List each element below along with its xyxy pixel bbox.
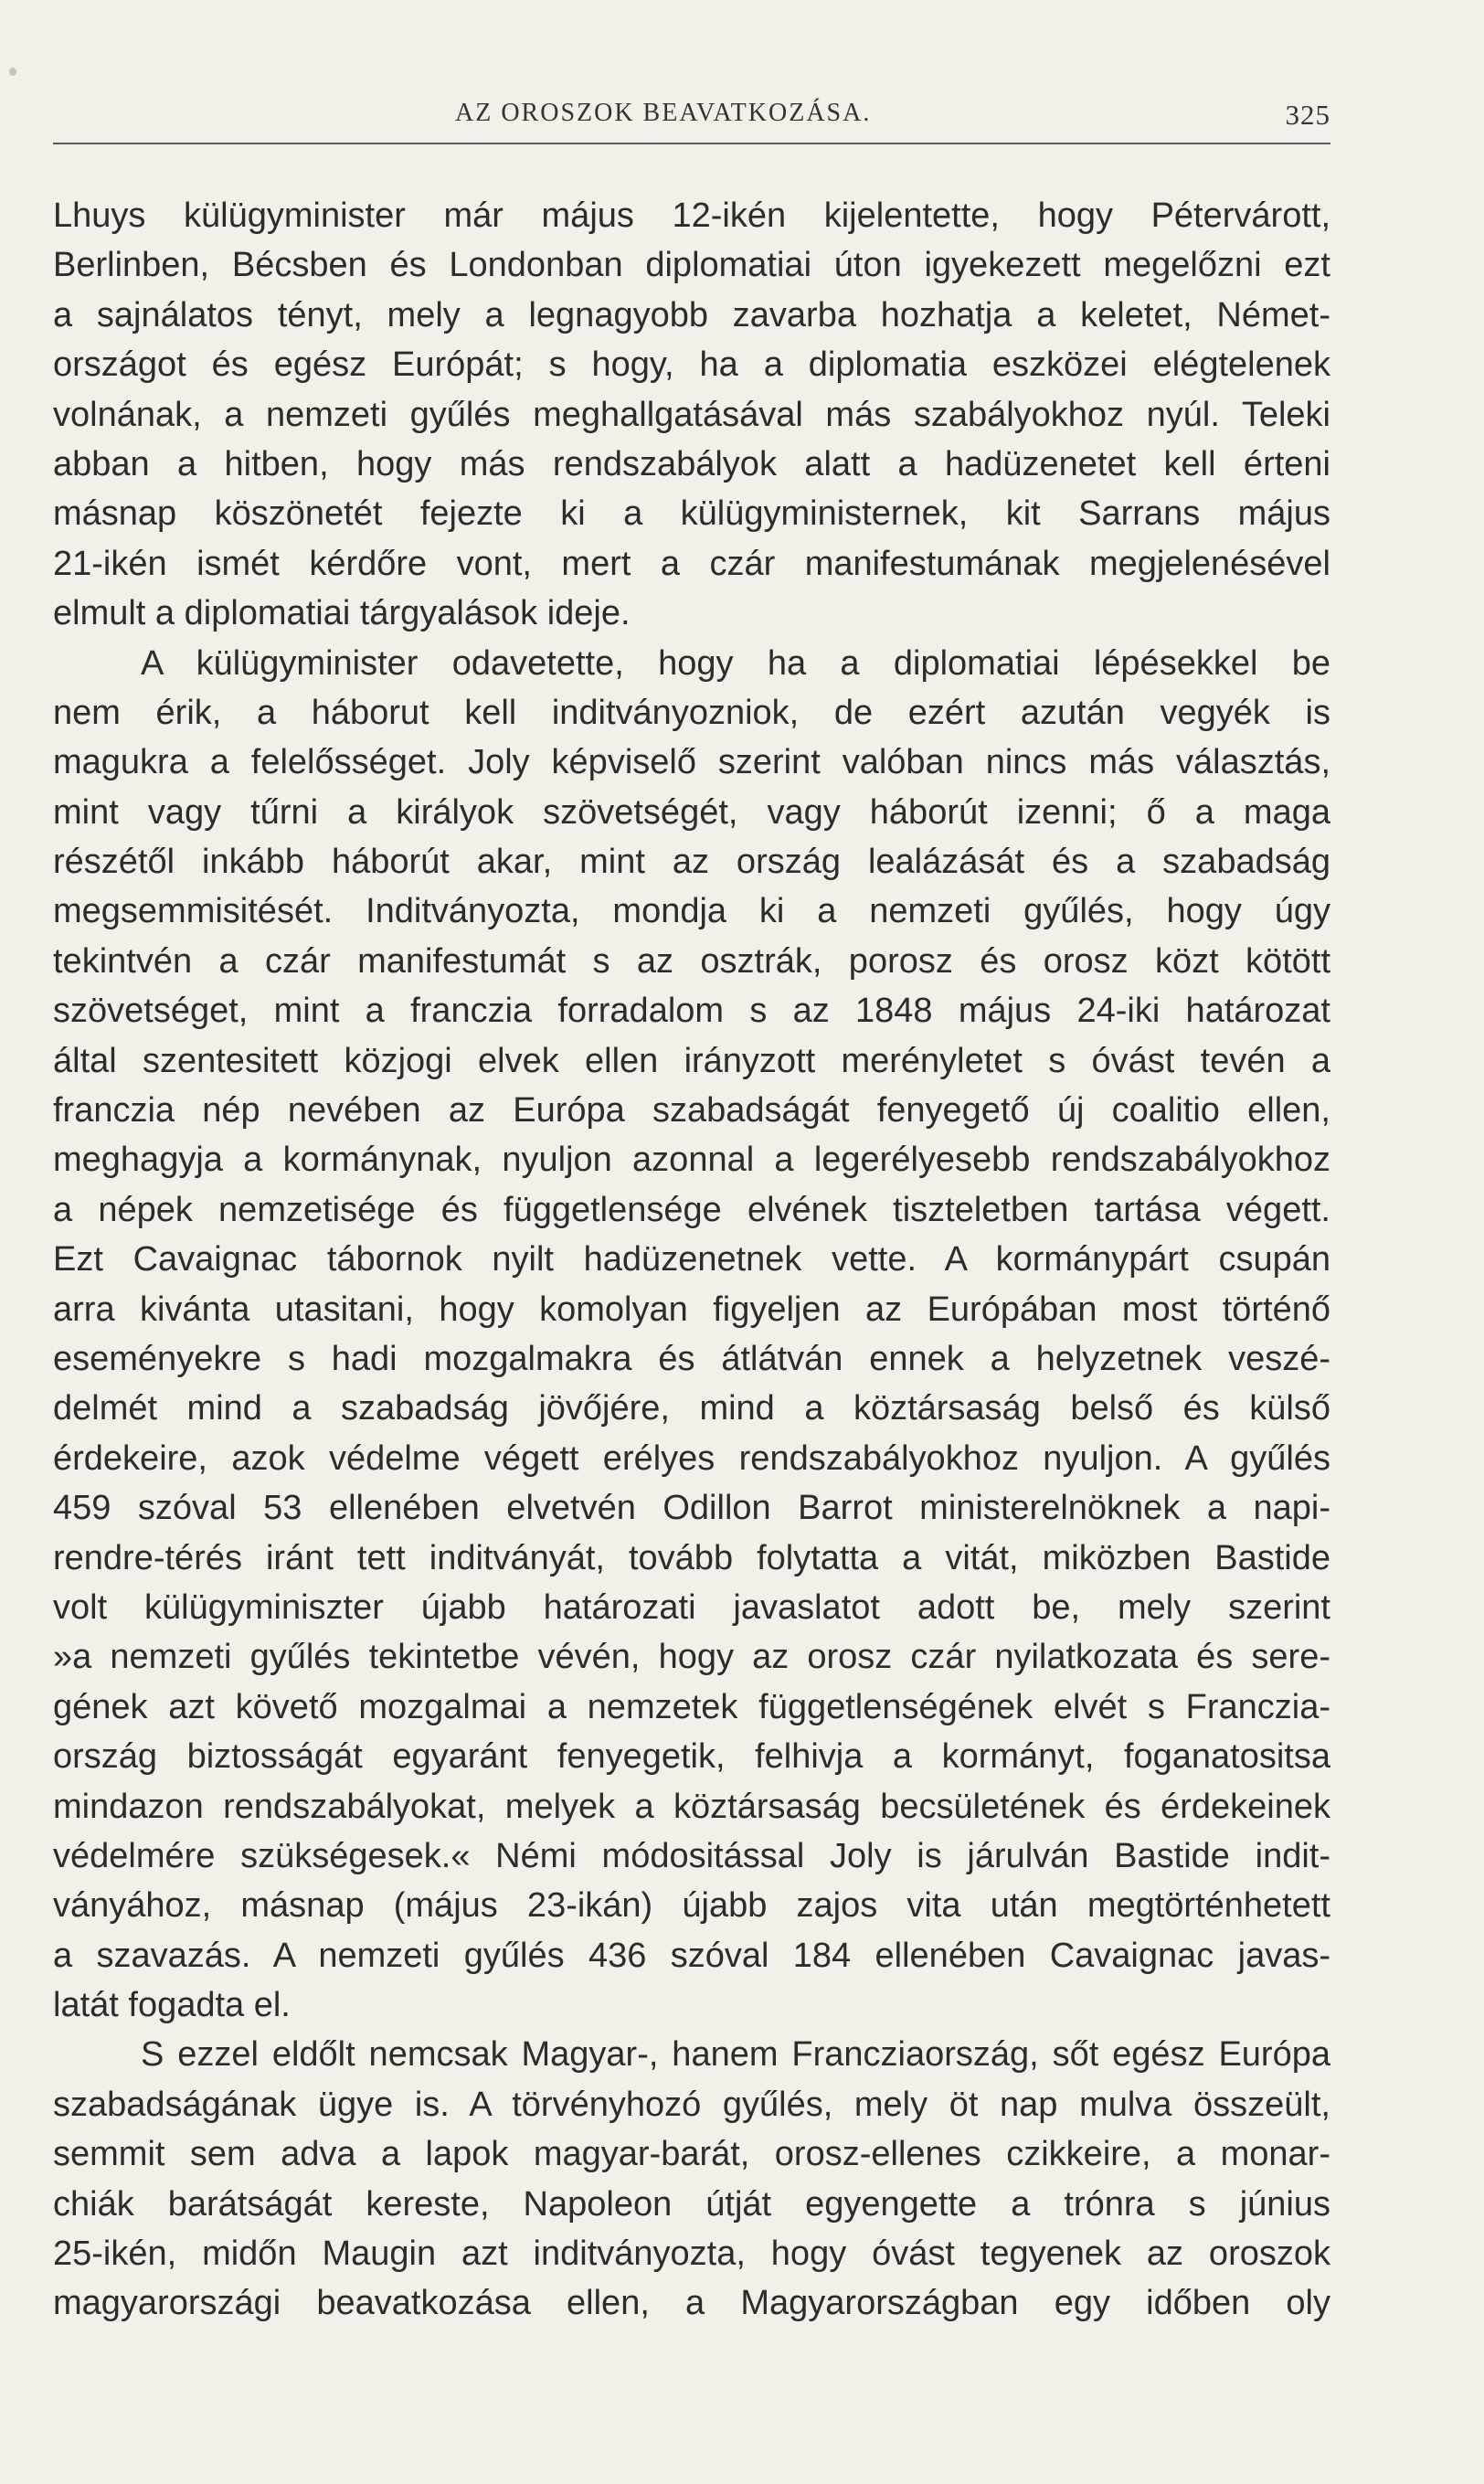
text-line: »a nemzeti gyűlés tekintetbe vévén, hogy az orosz czár nyilatkozata és sere- [53,1638,1330,1677]
text-line: Berlinben, Bécsben és Londonban diplomatiai úton igyekezett megelőzni ezt [53,246,1330,285]
text-line: nem érik, a háborut kell inditványozniok, de ezért azután vegyék is [53,693,1330,732]
text-line: magyarországi beavatkozása ellen, a Magyarországban egy időben oly [53,2284,1330,2323]
text-line: arra kivánta utasitani, hogy komolyan figyeljen az Európában most történő [53,1290,1330,1329]
text-line: chiák barátságát kereste, Napoleon útját egyengette a trónra s június [53,2184,1330,2224]
text-line: S ezzel eldőlt nemcsak Magyar-, hanem Francziaország, sőt egész Európa [141,2035,1330,2075]
text-line: által szentesitett közjogi elvek ellen irányzott merényletet s óvást tevén a [53,1041,1330,1080]
text-line: másnap köszönetét fejezte ki a külügyministernek, kit Sarrans május [53,494,1330,534]
text-line: a szavazás. A nemzeti gyűlés 436 szóval 184 ellenében Cavaignac javas- [53,1936,1330,1975]
text-line: delmét mind a szabadság jövőjére, mind a köztársaság belső és külső [53,1389,1330,1428]
text-line: gének azt követő mozgalmai a nemzetek függetlenségének elvét s Franczia- [53,1687,1330,1726]
page-header [53,99,1330,139]
text-line: abban a hitben, hogy más rendszabályok alatt a hadüzenetet kell érteni [53,444,1330,483]
text-line: Lhuys külügyminister már május 12-ikén kijelentette, hogy Pétervárott, [53,196,1330,235]
text-line: ország biztosságát egyaránt fenyegetik, felhivja a kormányt, foganatositsa [53,1737,1330,1777]
text-line: szabadságának ügye is. A törvényhozó gyűlés, mely öt nap mulva összeült, [53,2085,1330,2124]
text-line: 459 szóval 53 ellenében elvetvén Odillon Barrot ministerelnöknek a napi- [53,1489,1330,1528]
text-line: volt külügyminiszter újabb határozati javaslatot adott be, mely szerint [53,1587,1330,1627]
running-title: AZ OROSZOK BEAVATKOZÁSA. [455,99,872,127]
text-line: 21-ikén ismét kérdőre vont, mert a czár manifestumának megjelenésével [53,544,1330,583]
text-line: magukra a felelősséget. Joly képviselő szerint valóban nincs más választás, [53,743,1330,782]
text-line: országot és egész Európát; s hogy, ha a diplomatia eszközei elégtelenek [53,345,1330,385]
text-line: tekintvén a czár manifestumát s az osztrák, porosz és orosz közt kötött [53,941,1330,981]
text-line: mindazon rendszabályokat, melyek a köztársaság becsületének és érdekeinek [53,1787,1330,1826]
text-line: megsemmisitését. Inditványozta, mondja ki a nemzeti gyűlés, hogy úgy [53,892,1330,931]
text-line: részétől inkább háborút akar, mint az ország lealázását és a szabadság [53,843,1330,882]
text-line: a sajnálatos tényt, mely a legnagyobb zavarba hozhatja a keletet, Német- [53,295,1330,334]
text-line: a népek nemzetisége és függetlensége elvének tiszteletben tartása végett. [53,1190,1330,1229]
text-line: Ezt Cavaignac tábornok nyilt hadüzenetnek vette. A kormánypárt csupán [53,1240,1330,1279]
text-line: szövetséget, mint a franczia forradalom s az 1848 május 24-iki határozat [53,992,1330,1031]
text-line: franczia nép nevében az Európa szabadságát fenyegető új coalitio ellen, [53,1091,1330,1131]
text-line: elmult a diplomatiai tárgyalások ideje. [53,594,631,633]
text-line: érdekeire, azok védelme végett erélyes rendszabályokhoz nyuljon. A gyűlés [53,1438,1330,1478]
header-rule [53,143,1330,144]
text-line: védelmére szükségesek.« Némi módositással Joly is járulván Bastide indit- [53,1836,1330,1875]
text-line: semmit sem adva a lapok magyar-barát, orosz-ellenes czikkeire, a monar- [53,2135,1330,2174]
page-number: 325 [1285,99,1330,131]
text-line: volnának, a nemzeti gyűlés meghallgatásával más szabályokhoz nyúl. Teleki [53,395,1330,434]
text-line: 25-ikén, midőn Maugin azt inditványozta, hogy óvást tegyenek az oroszok [53,2235,1330,2274]
paper-speck [9,68,16,76]
text-line: A külügyminister odavetette, hogy ha a diplomatiai lépésekkel be [141,643,1330,683]
text-line: ványához, másnap (május 23-ikán) újabb zajos vita után megtörténhetett [53,1886,1330,1926]
text-line: eseményekre s hadi mozgalmakra és átlátván ennek a helyzetnek veszé- [53,1339,1330,1378]
text-line: rendre-térés iránt tett inditványát, tovább folytatta a vitát, miközben Bastide [53,1538,1330,1577]
text-line: mint vagy tűrni a királyok szövetségét, vagy háborút izenni; ő a maga [53,792,1330,832]
body-text [53,191,1330,2329]
text-line: meghagyja a kormánynak, nyuljon azonnal a legerélyesebb rendszabályokhoz [53,1141,1330,1180]
text-line: latát fogadta el. [53,1986,291,2025]
